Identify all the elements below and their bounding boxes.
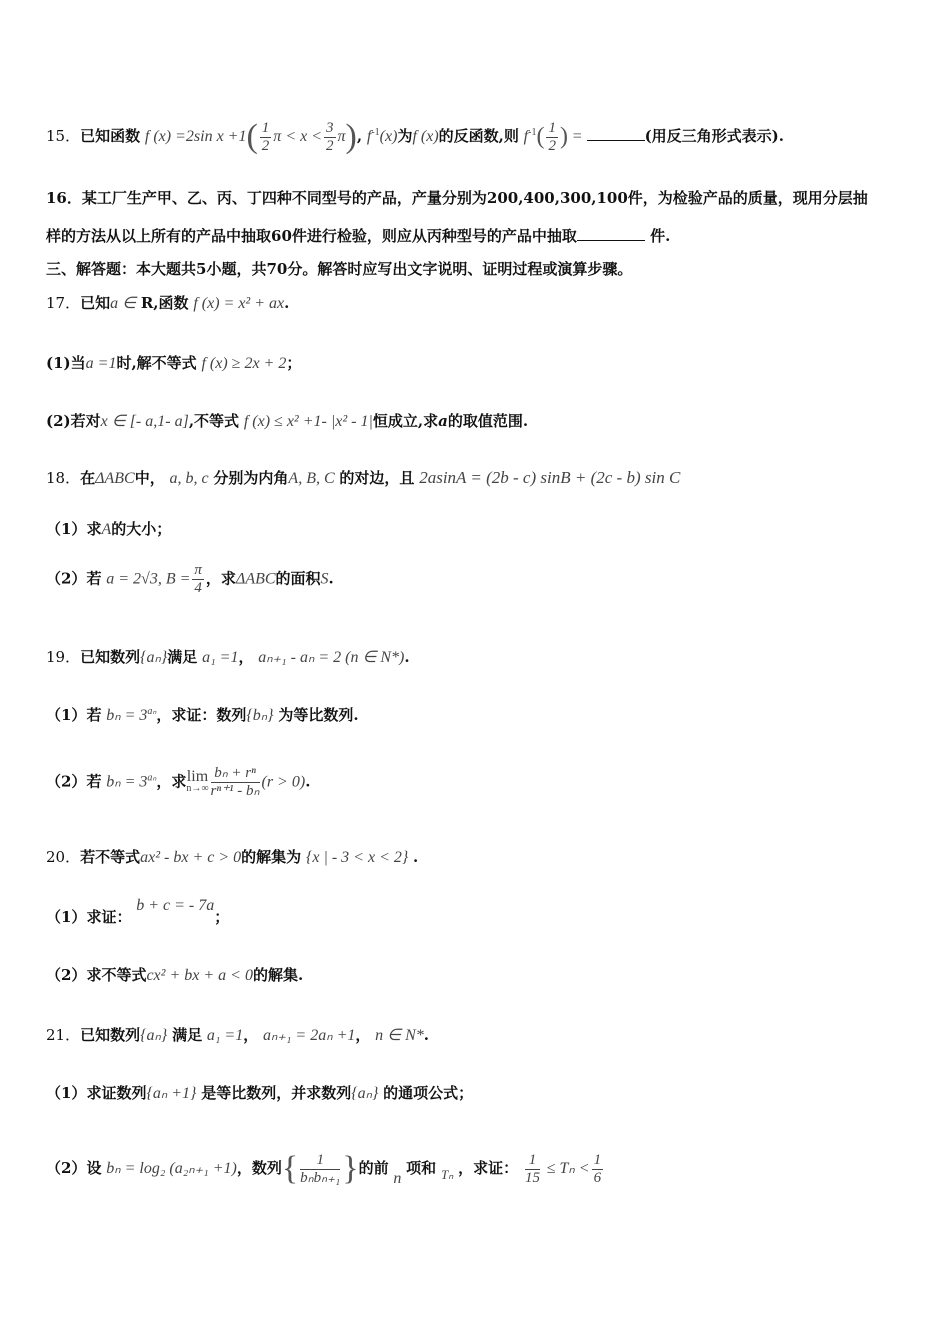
math-sup: aₙ bbox=[147, 706, 157, 717]
question-text: 的面积 bbox=[275, 569, 321, 588]
part-label: （2） bbox=[46, 1159, 87, 1177]
math-initial: a₁ =1 bbox=[202, 649, 239, 666]
math-function-definition: f (x) =2sin x +1 bbox=[144, 128, 247, 145]
math-inverse: f bbox=[366, 128, 372, 145]
question-17-part1 bbox=[46, 352, 301, 373]
question-number: 19． bbox=[46, 648, 81, 666]
fraction: $\frac{\text{bₙ + rⁿ}}{\text{rⁿ⁺¹ - bₙ}}$ bbox=[210, 765, 260, 799]
question-18 bbox=[46, 467, 680, 488]
question-text: ，求 bbox=[156, 772, 187, 791]
question-text: 已知数列 bbox=[80, 1026, 141, 1044]
fraction: $\frac{3}{2}$ bbox=[326, 119, 334, 154]
math-var: Tₙ bbox=[440, 1167, 454, 1182]
math-triangle: ΔABC bbox=[95, 470, 135, 487]
math-inequality: ax² - bx + c > 0 bbox=[140, 849, 242, 866]
math-var: S bbox=[320, 570, 329, 588]
question-text: ,函数 bbox=[153, 294, 189, 312]
question-text: 项和 bbox=[406, 1159, 437, 1177]
question-text: 若不等式 bbox=[80, 848, 141, 866]
math-definition: bₙ = 3 bbox=[106, 707, 148, 724]
math-condition: a =1 bbox=[85, 355, 117, 372]
question-text: 若 bbox=[86, 569, 102, 588]
question-20-part1 bbox=[46, 897, 230, 927]
part-label: （1） bbox=[46, 1084, 87, 1102]
question-text: 求 bbox=[86, 520, 102, 538]
question-text: 恒成立,求 bbox=[372, 412, 439, 430]
math-sequence: {aₙ} bbox=[140, 1027, 168, 1044]
question-text: 的通项公式； bbox=[383, 1084, 474, 1102]
question-text: 的解集. bbox=[252, 966, 304, 984]
punct: . bbox=[328, 569, 334, 588]
math-var: A bbox=[101, 521, 112, 538]
question-19 bbox=[46, 646, 410, 667]
question-20-part2 bbox=[46, 964, 303, 985]
question-text: 满足 bbox=[167, 648, 198, 666]
paren-right: ) bbox=[559, 123, 568, 150]
punct: . bbox=[284, 294, 290, 312]
question-text: 若 bbox=[86, 706, 102, 724]
question-19-part2 bbox=[46, 765, 310, 800]
paren-left: ( bbox=[536, 123, 545, 150]
question-text: 已知数列 bbox=[80, 648, 141, 666]
math-equation: 2asinA = (2b - c) sinB + (2c - b) sin C bbox=[419, 468, 681, 487]
question-text: 的解集为 bbox=[241, 848, 302, 866]
question-number: 21． bbox=[46, 1026, 81, 1044]
math-pi: π bbox=[337, 128, 346, 145]
math-definition: bₙ = 3 bbox=[106, 773, 148, 791]
math-sup: -1 bbox=[528, 127, 537, 138]
brace-left: { bbox=[281, 1150, 299, 1187]
math-arg: (x) bbox=[379, 128, 398, 145]
question-text: 求不等式 bbox=[86, 966, 147, 984]
math-var: n bbox=[393, 1170, 402, 1187]
punct: ， bbox=[238, 648, 254, 666]
fraction: $\frac{1}{\text{bₙbₙ₊₁}}$ bbox=[300, 1151, 341, 1186]
question-text: 在 bbox=[80, 469, 96, 487]
question-20 bbox=[46, 846, 418, 867]
question-text: 为等比数列. bbox=[278, 706, 359, 724]
math-sequence: {aₙ +1} bbox=[146, 1085, 197, 1102]
math-equation: b + c = - 7a bbox=[136, 897, 215, 914]
math-limit: lim n→∞ bbox=[186, 767, 209, 794]
answer-blank bbox=[577, 240, 645, 241]
math-var: a ∈ bbox=[110, 295, 137, 312]
paren-left: ( bbox=[246, 118, 258, 155]
fraction: $\frac{\pi}{4}$ bbox=[194, 562, 202, 596]
math-set-R: R bbox=[140, 294, 154, 312]
punct: ， bbox=[355, 1026, 371, 1044]
math-inequality: f (x) ≥ 2x + 2 bbox=[201, 355, 287, 372]
math-recurrence: aₙ₊₁ - aₙ = 2 (n ∈ N*) bbox=[258, 649, 405, 666]
part-label: （1） bbox=[46, 520, 87, 538]
math-domain: π < x < bbox=[273, 128, 323, 145]
question-text: 的前 bbox=[358, 1159, 389, 1177]
math-domain: n ∈ N* bbox=[375, 1027, 424, 1044]
math-set: x ∈ [- a,1- a] bbox=[100, 413, 189, 430]
question-text: 求证： bbox=[86, 908, 132, 926]
math-var: a bbox=[438, 412, 448, 430]
math-sides: a, b, c bbox=[169, 470, 209, 487]
question-15 bbox=[46, 118, 784, 156]
question-number: 20． bbox=[46, 848, 81, 866]
fraction: $\frac{1}{6}$ bbox=[593, 1151, 602, 1186]
math-initial: a₁ =1 bbox=[206, 1027, 244, 1044]
question-text: 分别为内角 bbox=[213, 469, 289, 487]
question-text: 的反函数,则 bbox=[438, 127, 519, 145]
question-number: 17． bbox=[46, 294, 81, 312]
math-fx: f (x) bbox=[412, 128, 439, 145]
fraction: $\frac{1}{2}$ bbox=[548, 119, 556, 154]
question-17 bbox=[46, 292, 289, 313]
question-text: 求证数列 bbox=[86, 1084, 147, 1102]
math-function: f (x) = x² + ax bbox=[193, 295, 285, 312]
math-sup: aₙ bbox=[147, 772, 157, 784]
question-text: 满足 bbox=[172, 1026, 203, 1044]
brace-right: } bbox=[342, 1150, 359, 1187]
question-16-line1: 16．某工厂生产甲、乙、丙、丁四种不同型号的产品，产量分别为200,400,300,100件，为检验产品的质量，现用分层抽 bbox=[46, 189, 868, 207]
punct: . bbox=[305, 772, 311, 791]
question-text: 的取值范围. bbox=[447, 412, 529, 430]
answer-blank bbox=[587, 140, 645, 141]
question-16-line2 bbox=[46, 225, 670, 246]
math-inequality: ≤ Tₙ < bbox=[546, 1160, 590, 1177]
math-inequality: f (x) ≤ x² +1- |x² - 1| bbox=[243, 413, 373, 430]
question-number: 15． bbox=[46, 127, 81, 145]
question-text: ,不等式 bbox=[188, 412, 240, 430]
math-sequence: {aₙ} bbox=[140, 649, 168, 666]
math-definition: bₙ = log₂ (a₂ₙ₊₁ +1) bbox=[106, 1160, 237, 1177]
part-label: (1) bbox=[46, 354, 71, 372]
question-number: 18． bbox=[46, 469, 81, 487]
question-text: 是等比数列，并求数列 bbox=[201, 1084, 352, 1102]
question-19-part1 bbox=[46, 704, 359, 725]
question-18-part2 bbox=[46, 562, 334, 597]
question-text: 设 bbox=[86, 1159, 102, 1177]
math-recurrence: aₙ₊₁ = 2aₙ +1 bbox=[263, 1027, 356, 1044]
part-label: （1） bbox=[46, 908, 87, 926]
punct: . bbox=[413, 848, 419, 866]
paren-right: ) bbox=[345, 118, 357, 155]
question-text: ，求证：数列 bbox=[156, 706, 247, 724]
question-21-part1 bbox=[46, 1082, 473, 1103]
math-sequence: {bₙ} bbox=[246, 707, 274, 724]
punct: , bbox=[356, 127, 363, 145]
question-21 bbox=[46, 1024, 429, 1045]
math-sup: -1 bbox=[371, 127, 380, 138]
fraction: $\frac{1}{2}$ bbox=[261, 119, 270, 154]
question-21-part2 bbox=[46, 1150, 605, 1188]
math-sequence: {aₙ} bbox=[351, 1085, 379, 1102]
question-text: 当 bbox=[70, 354, 86, 372]
math-triangle: ΔABC bbox=[235, 570, 276, 588]
question-text: 的对边，且 bbox=[339, 469, 415, 487]
question-text: 件. bbox=[650, 227, 671, 245]
part-label: （2） bbox=[46, 966, 87, 984]
question-text: 已知 bbox=[80, 294, 111, 312]
question-text: ，求 bbox=[205, 569, 236, 588]
question-text: 中， bbox=[134, 469, 165, 487]
punct: ； bbox=[214, 908, 230, 926]
question-text: (用反三角形式表示). bbox=[644, 127, 784, 145]
question-text: ，数列 bbox=[236, 1159, 282, 1177]
part-label: （2） bbox=[46, 569, 87, 588]
math-inequality: cx² + bx + a < 0 bbox=[146, 967, 253, 984]
question-text: 样的方法从以上所有的产品中抽取60件进行检验，则应从丙种型号的产品中抽取 bbox=[46, 227, 577, 245]
math-set: {x | - 3 < x < 2} bbox=[305, 849, 409, 866]
question-text: 的大小； bbox=[111, 520, 172, 538]
punct: ， bbox=[243, 1026, 259, 1044]
question-text: 为 bbox=[397, 127, 413, 145]
part-label: （2） bbox=[46, 772, 87, 791]
question-17-part2 bbox=[46, 410, 528, 431]
math-inverse: f bbox=[523, 128, 529, 145]
fraction: $\frac{1}{15}$ bbox=[524, 1151, 540, 1186]
math-condition: a = 2√3, B = bbox=[106, 570, 191, 588]
punct: ； bbox=[286, 354, 302, 372]
question-text: 若 bbox=[86, 772, 102, 791]
punct: . bbox=[423, 1026, 430, 1044]
math-condition: (r > 0) bbox=[261, 773, 306, 791]
math-eq: = bbox=[572, 128, 582, 145]
question-text: 已知函数 bbox=[80, 127, 141, 145]
punct: . bbox=[404, 648, 410, 666]
question-18-part1 bbox=[46, 518, 171, 539]
question-text: 若对 bbox=[70, 412, 101, 430]
part-label: (2) bbox=[46, 412, 71, 430]
math-angles: A, B, C bbox=[288, 470, 335, 487]
section-heading: 三、解答题：本大题共5小题，共70分。解答时应写出文字说明、证明过程或演算步骤。 bbox=[46, 260, 633, 278]
question-text: 时,解不等式 bbox=[116, 354, 197, 372]
part-label: （1） bbox=[46, 706, 87, 724]
question-text: ，求证： bbox=[458, 1159, 519, 1177]
